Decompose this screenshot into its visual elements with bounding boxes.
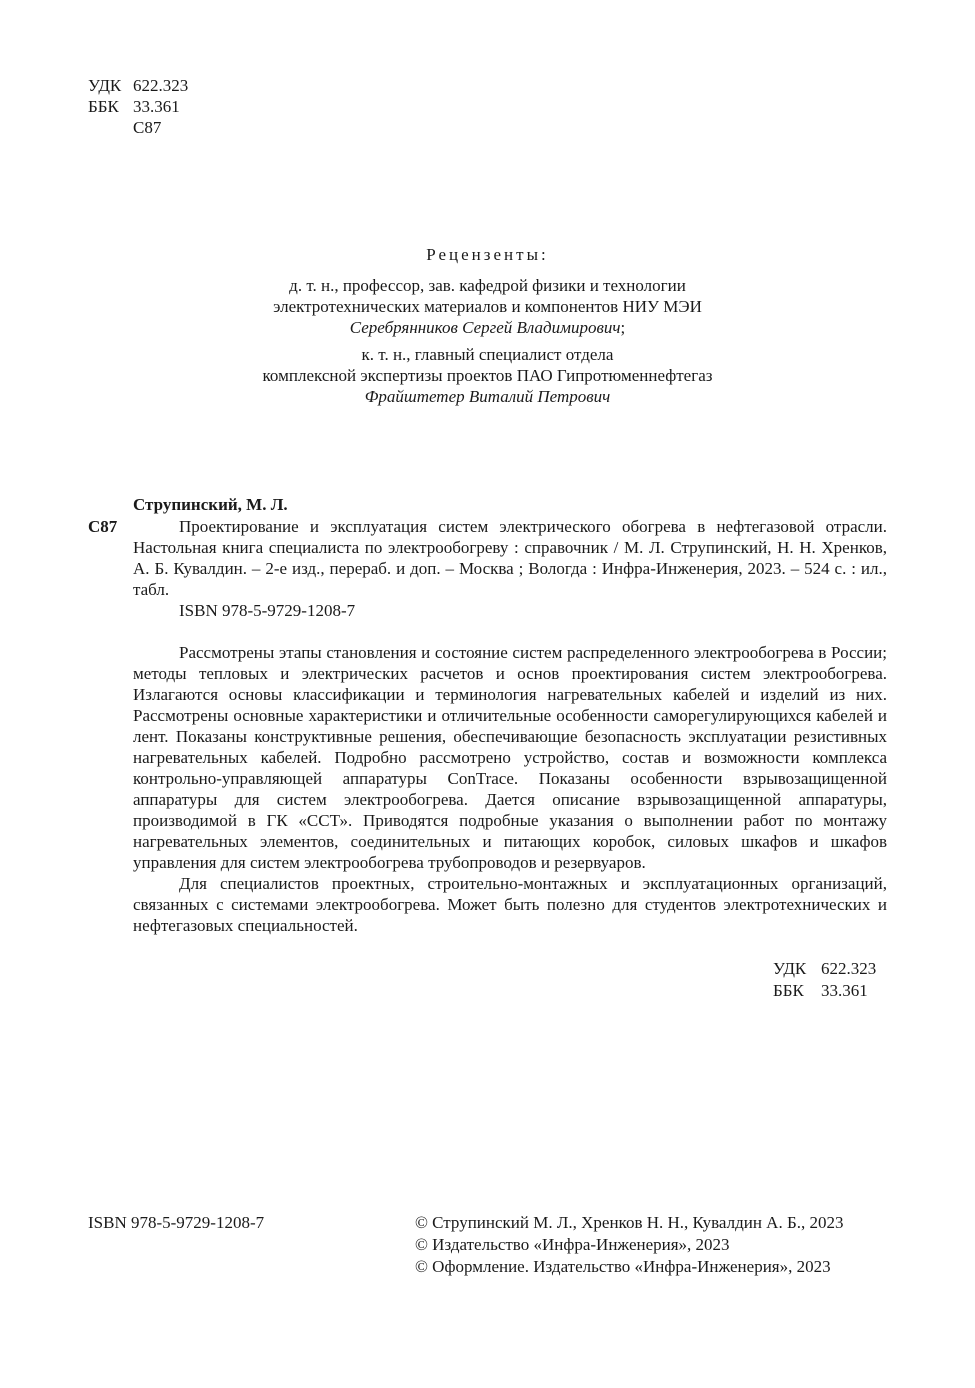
udk-value-bottom: 622.323 <box>821 959 877 978</box>
udk-label-bottom: УДК <box>773 959 807 978</box>
copyright-authors: © Струпинский М. Л., Хренков Н. Н., Кувалдин А. Б., 2023 <box>415 1213 844 1232</box>
copyright-publisher: © Издательство «Инфра-Инженерия», 2023 <box>415 1235 730 1254</box>
bbk-row-bottom <box>773 980 876 1002</box>
classification-codes <box>88 75 188 138</box>
annotation <box>133 642 887 936</box>
reviewers-block <box>200 244 775 407</box>
bbk-label: ББК <box>88 97 119 116</box>
reviewer2-position: к. т. н., главный специалист отдела <box>361 345 614 364</box>
reviewer1-name-suffix: ; <box>620 318 626 337</box>
bbk-value: 33.361 <box>133 97 180 116</box>
reviewer1-position: д. т. н., профессор, зав. кафедрой физики и технологии <box>289 276 686 295</box>
bbk-row <box>88 96 188 117</box>
annotation-paragraph-1: Рассмотрены этапы становления и состояние систем распределенного электрообогрева в России; методы тепловых и электрических расчетов и основ проектирования систем электрообогрева. Излагаются основы классификации и терминология нагревательных кабелей и изделий из них. Рассмотрены основные характеристики и отличительные особенности саморегулирующихся кабелей и лент. Показаны конструктивные решения, обеспечивающие безопасность эксплуатации резистивных нагревательных кабелей. Подробно рассмотрено устройство, состав и возможности комплекса контрольно-управляющей аппаратуры ConTrace. Показаны особенности взрывозащищенной аппаратуры для систем электрообогрева. Дается описание взрывозащищенной аппаратуры, производимой в ГК «ССТ». Приводятся подробные указания о выполнении работ по монтажу нагревательных элементов, соединительных и питающих коробок, силовых шкафов и шкафов управления для систем электрообогрева трубопроводов и резервуаров. <box>133 643 887 872</box>
reviewer1-name: Серебрянников Сергей Владимирович <box>349 318 621 337</box>
copyright-block <box>415 1212 843 1278</box>
author-mark-row <box>88 117 188 138</box>
annotation-paragraph-2: Для специалистов проектных, строительно-монтажных и эксплуатационных организаций, связанных с системами электрообогрева. Может быть полезно для студентов электротехнических и нефтегазовых специальностей. <box>133 874 887 935</box>
bbk-label-bottom: ББК <box>773 981 804 1000</box>
reviewer1-name-line <box>200 317 775 338</box>
reviewer2-affiliation: комплексной экспертизы проектов ПАО Гипротюменнефтегаз <box>262 366 713 385</box>
udk-row <box>88 75 188 96</box>
udk-row-bottom <box>773 958 876 980</box>
author-mark: С87 <box>133 118 162 137</box>
classification-codes-bottom <box>773 958 876 1002</box>
reviewer1-affiliation: электротехнических материалов и компонентов НИУ МЭИ <box>273 297 702 316</box>
bbk-value-bottom: 33.361 <box>821 981 868 1000</box>
reviewers-heading: Рецензенты: <box>426 245 549 264</box>
footer-isbn: ISBN 978-5-9729-1208-7 <box>88 1213 265 1232</box>
reviewer2-name-line <box>200 386 775 407</box>
biblio-isbn: ISBN 978-5-9729-1208-7 <box>179 601 356 620</box>
udk-value: 622.323 <box>133 76 189 95</box>
copyright-design: © Оформление. Издательство «Инфра-Инженерия», 2023 <box>415 1257 831 1276</box>
biblio-record <box>133 516 887 600</box>
biblio-author: Струпинский, М. Л. <box>133 495 288 514</box>
biblio-cutter: С87 <box>88 517 118 536</box>
biblio-record-text: Проектирование и эксплуатация систем электрического обогрева в нефтегазовой отрасли. Настольная книга специалиста по электрообогреву : справочник / М. Л. Струпинский, Н. Н. Хренков, А. Б. Кувалдин. – 2-е изд., перераб. и доп. – Москва ; Вологда : Инфра-Инженерия, 2023. – 524 с. : ил., табл. <box>133 517 887 599</box>
reviewer2-name: Фрайштетер Виталий Петрович <box>364 387 611 406</box>
udk-label: УДК <box>88 76 122 95</box>
